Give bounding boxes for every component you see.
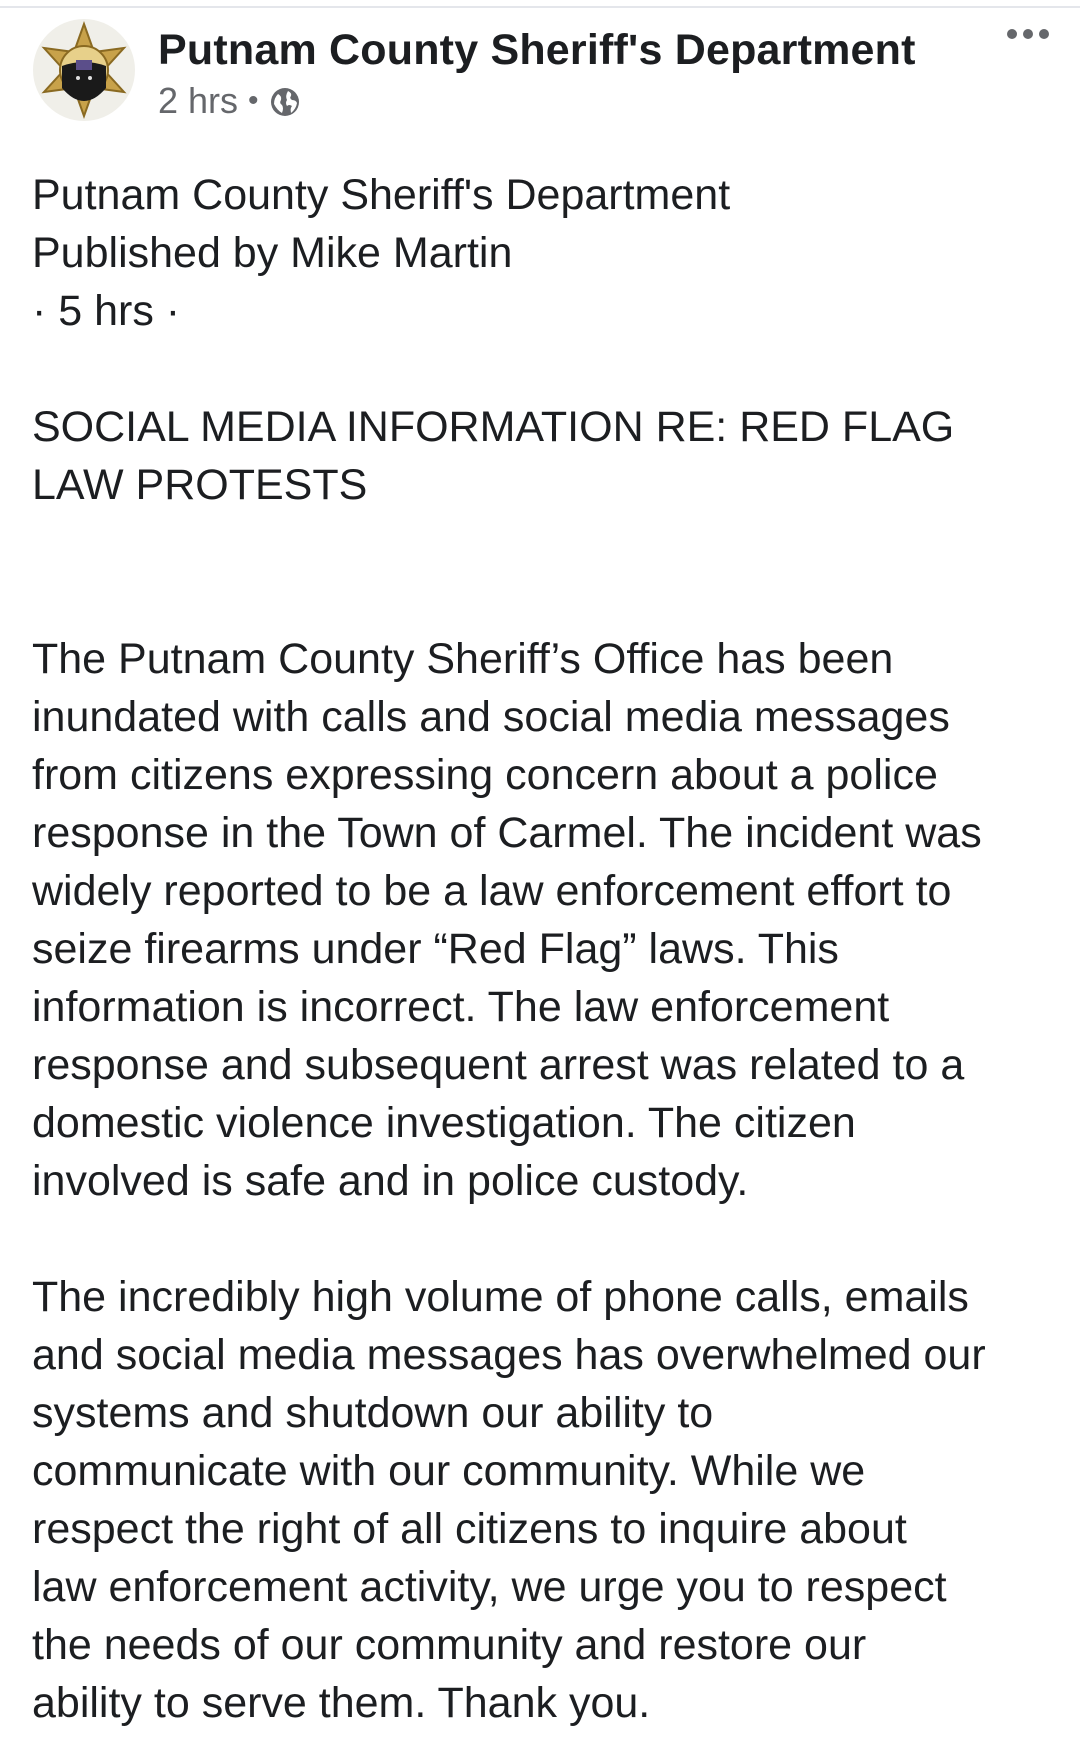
sheriff-star-badge-icon[interactable] <box>32 18 136 122</box>
post-meta <box>158 80 301 122</box>
paragraph-line: The incredibly high volume of phone calls, emails <box>32 1273 969 1321</box>
shared-time: · 5 hrs · <box>32 287 181 335</box>
paragraph-line: law enforcement activity, we urge you to respect <box>32 1563 947 1611</box>
shared-page-name: Putnam County Sheriff's Department <box>32 171 731 219</box>
paragraph-line: ability to serve them. Thank you. <box>32 1679 651 1727</box>
paragraph-1 <box>32 630 1052 1210</box>
spacer <box>32 340 1052 398</box>
spacer <box>32 1210 1052 1268</box>
page-name-link[interactable]: Putnam County Sheriff's Department <box>158 26 916 74</box>
paragraph-line: from citizens expressing concern about a police <box>32 751 938 799</box>
paragraph-line: systems and shutdown our ability to <box>32 1389 714 1437</box>
spacer <box>32 514 1052 572</box>
more-options-button[interactable] <box>996 14 1060 54</box>
paragraph-line: inundated with calls and social media messages <box>32 693 950 741</box>
paragraph-line: seize firearms under “Red Flag” laws. This <box>32 925 839 973</box>
paragraph-2 <box>32 1268 1052 1732</box>
paragraph-line: widely reported to be a law enforcement effort to <box>32 867 952 915</box>
paragraph-line: respect the right of all citizens to inquire about <box>32 1505 907 1553</box>
spacer <box>32 572 1052 630</box>
globe-icon <box>269 85 301 117</box>
paragraph-line: information is incorrect. The law enforcement <box>32 983 890 1031</box>
top-divider <box>0 6 1080 8</box>
paragraph-line: domestic violence investigation. The citizen <box>32 1099 856 1147</box>
paragraph-line: involved is safe and in police custody. <box>32 1157 749 1205</box>
paragraph-line: response and subsequent arrest was related to a <box>32 1041 965 1089</box>
paragraph-line: communicate with our community. While we <box>32 1447 866 1495</box>
post-timestamp[interactable]: 2 hrs <box>158 80 239 121</box>
title-line: LAW PROTESTS <box>32 461 368 509</box>
post-body <box>32 166 1052 1732</box>
meta-separator: • <box>248 84 259 117</box>
paragraph-line: the needs of our community and restore our <box>32 1621 867 1669</box>
post-title <box>32 398 1052 514</box>
paragraph-line: The Putnam County Sheriff’s Office has been <box>32 635 894 683</box>
paragraph-line: response in the Town of Carmel. The incident was <box>32 809 982 857</box>
title-line: SOCIAL MEDIA INFORMATION RE: RED FLAG <box>32 403 955 451</box>
post-header <box>32 14 1048 124</box>
published-by: Published by Mike Martin <box>32 229 513 277</box>
more-horizontal-icon <box>1006 28 1050 40</box>
paragraph-line: and social media messages has overwhelmed our <box>32 1331 986 1379</box>
